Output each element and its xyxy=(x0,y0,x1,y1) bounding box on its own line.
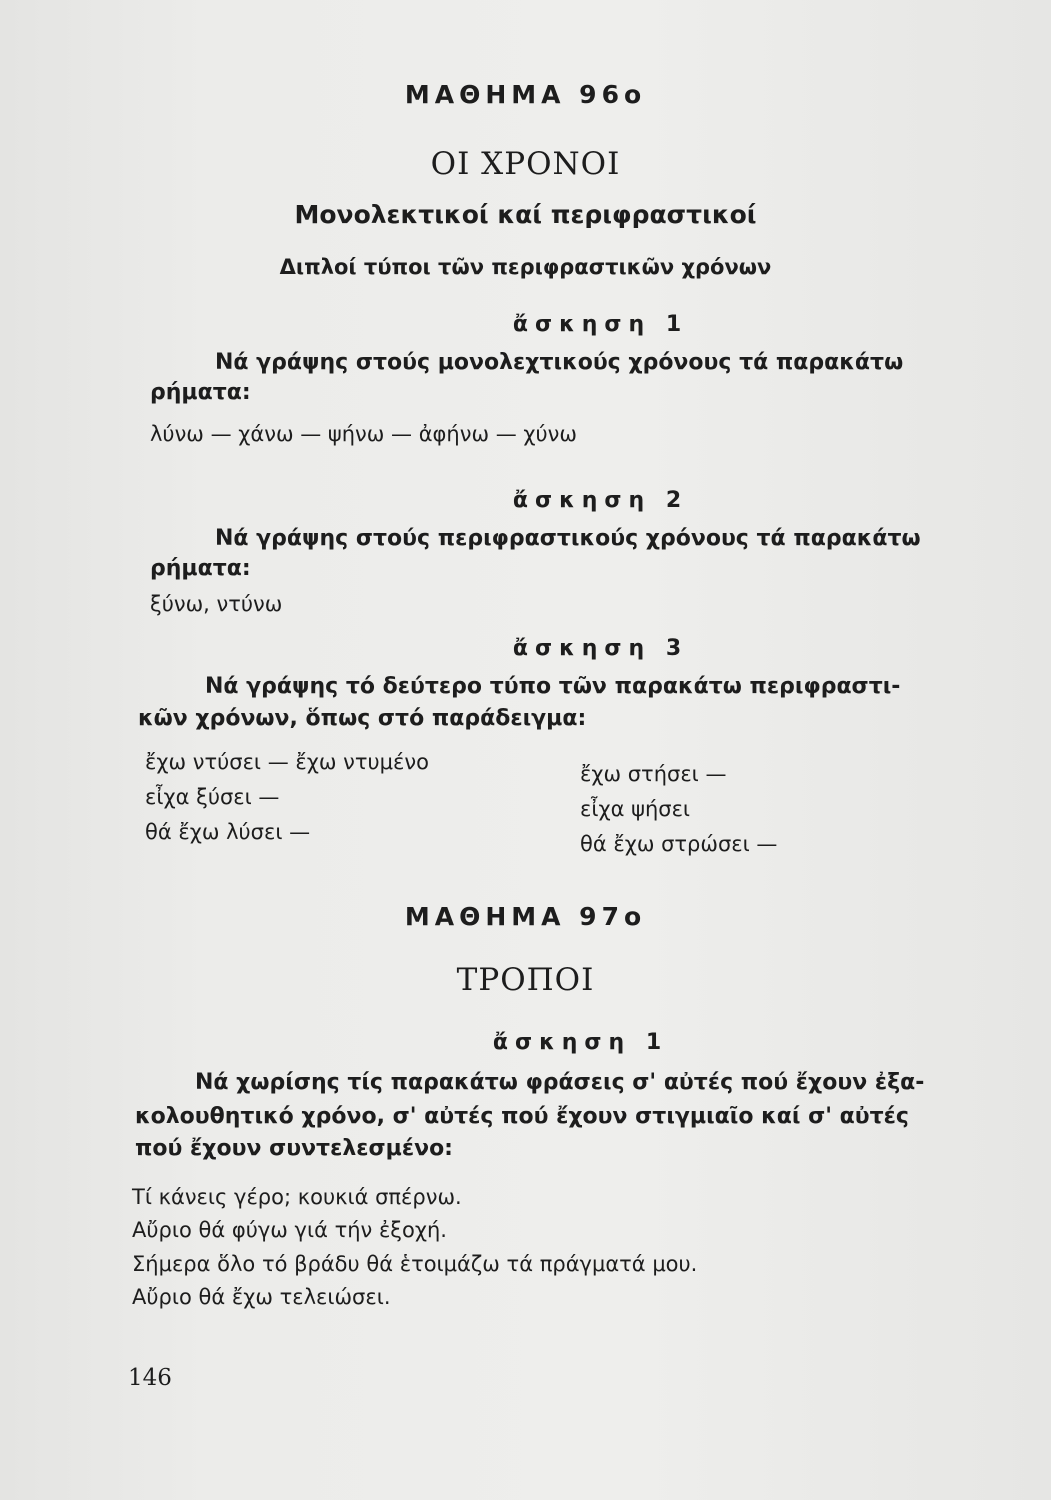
exercise-3-left-item: ἔχω ντύσει — ἔχω ντυμένο xyxy=(145,750,429,774)
exercise-2-instruction: Νά γράψης στούς περιφραστικούς χρόνους τά παρακάτω xyxy=(215,526,921,551)
lesson-97-title: ΤΡΟΠΟΙ xyxy=(456,962,595,998)
exercise-3-label: ἄσκηση 3 xyxy=(512,636,689,661)
lesson-97-instruction: Νά χωρίσης τίς παρακάτω φράσεις σ' αὐτές πού ἔχουν ἐξα- xyxy=(195,1070,925,1095)
exercise-1-instruction: Νά γράψης στούς μονολεχτικούς χρόνους τά παρακάτω xyxy=(215,350,904,375)
exercise-2-verbs: ξύνω, ντύνω xyxy=(150,592,283,616)
lesson-97-instruction: κολουθητικό χρόνο, σ' αὐτές πού ἔχουν στιγμιαῖο καί σ' αὐτές xyxy=(135,1104,909,1129)
page-number: 146 xyxy=(128,1365,172,1391)
exercise-3-right-item: ἔχω στήσει — xyxy=(580,762,727,786)
exercise-1-label: ἄσκηση 1 xyxy=(512,312,689,337)
exercise-3-left-item: εἶχα ξύσει — xyxy=(145,785,280,809)
lesson-97-phrase: Αὔριο θά φύγω γιά τήν ἐξοχή. xyxy=(132,1218,447,1242)
lesson-96-heading: ΜΑΘΗΜΑ 96ο xyxy=(404,80,647,109)
exercise-3-right-item: θά ἔχω στρώσει — xyxy=(580,832,778,856)
lesson-96-subsubtitle: Διπλοί τύποι τῶν περιφραστικῶν χρόνων xyxy=(279,255,772,279)
exercise-2-instruction: ρήματα: xyxy=(150,556,251,581)
lesson-97-instruction: πού ἔχουν συντελεσμένο: xyxy=(135,1136,453,1161)
lesson-97-phrase: Τί κάνεις γέρο; κουκιά σπέρνω. xyxy=(132,1185,462,1209)
lesson-96-subtitle: Μονολεκτικοί καί περιφραστικοί xyxy=(294,200,757,229)
exercise-1-verbs: λύνω — χάνω — ψήνω — ἀφήνω — χύνω xyxy=(150,422,577,446)
exercise-3-right-item: εἶχα ψήσει xyxy=(580,797,691,821)
lesson-97-phrase: Σήμερα ὅλο τό βράδυ θά ἑτοιμάζω τά πράγματά μου. xyxy=(132,1252,698,1276)
exercise-2-label: ἄσκηση 2 xyxy=(512,488,689,513)
lesson-97-exercise-label: ἄσκηση 1 xyxy=(492,1030,669,1055)
exercise-3-instruction: κῶν χρόνων, ὅπως στό παράδειγμα: xyxy=(138,706,587,731)
lesson-97-phrase: Αὔριο θά ἔχω τελειώσει. xyxy=(132,1285,391,1309)
exercise-3-instruction: Νά γράψης τό δεύτερο τύπο τῶν παρακάτω περιφραστι- xyxy=(205,674,901,699)
lesson-96-title: ΟΙ ΧΡΟΝΟΙ xyxy=(430,146,621,182)
exercise-1-instruction: ρήματα: xyxy=(150,380,251,405)
exercise-3-left-item: θά ἔχω λύσει — xyxy=(145,820,311,844)
lesson-97-heading: ΜΑΘΗΜΑ 97ο xyxy=(404,902,647,931)
